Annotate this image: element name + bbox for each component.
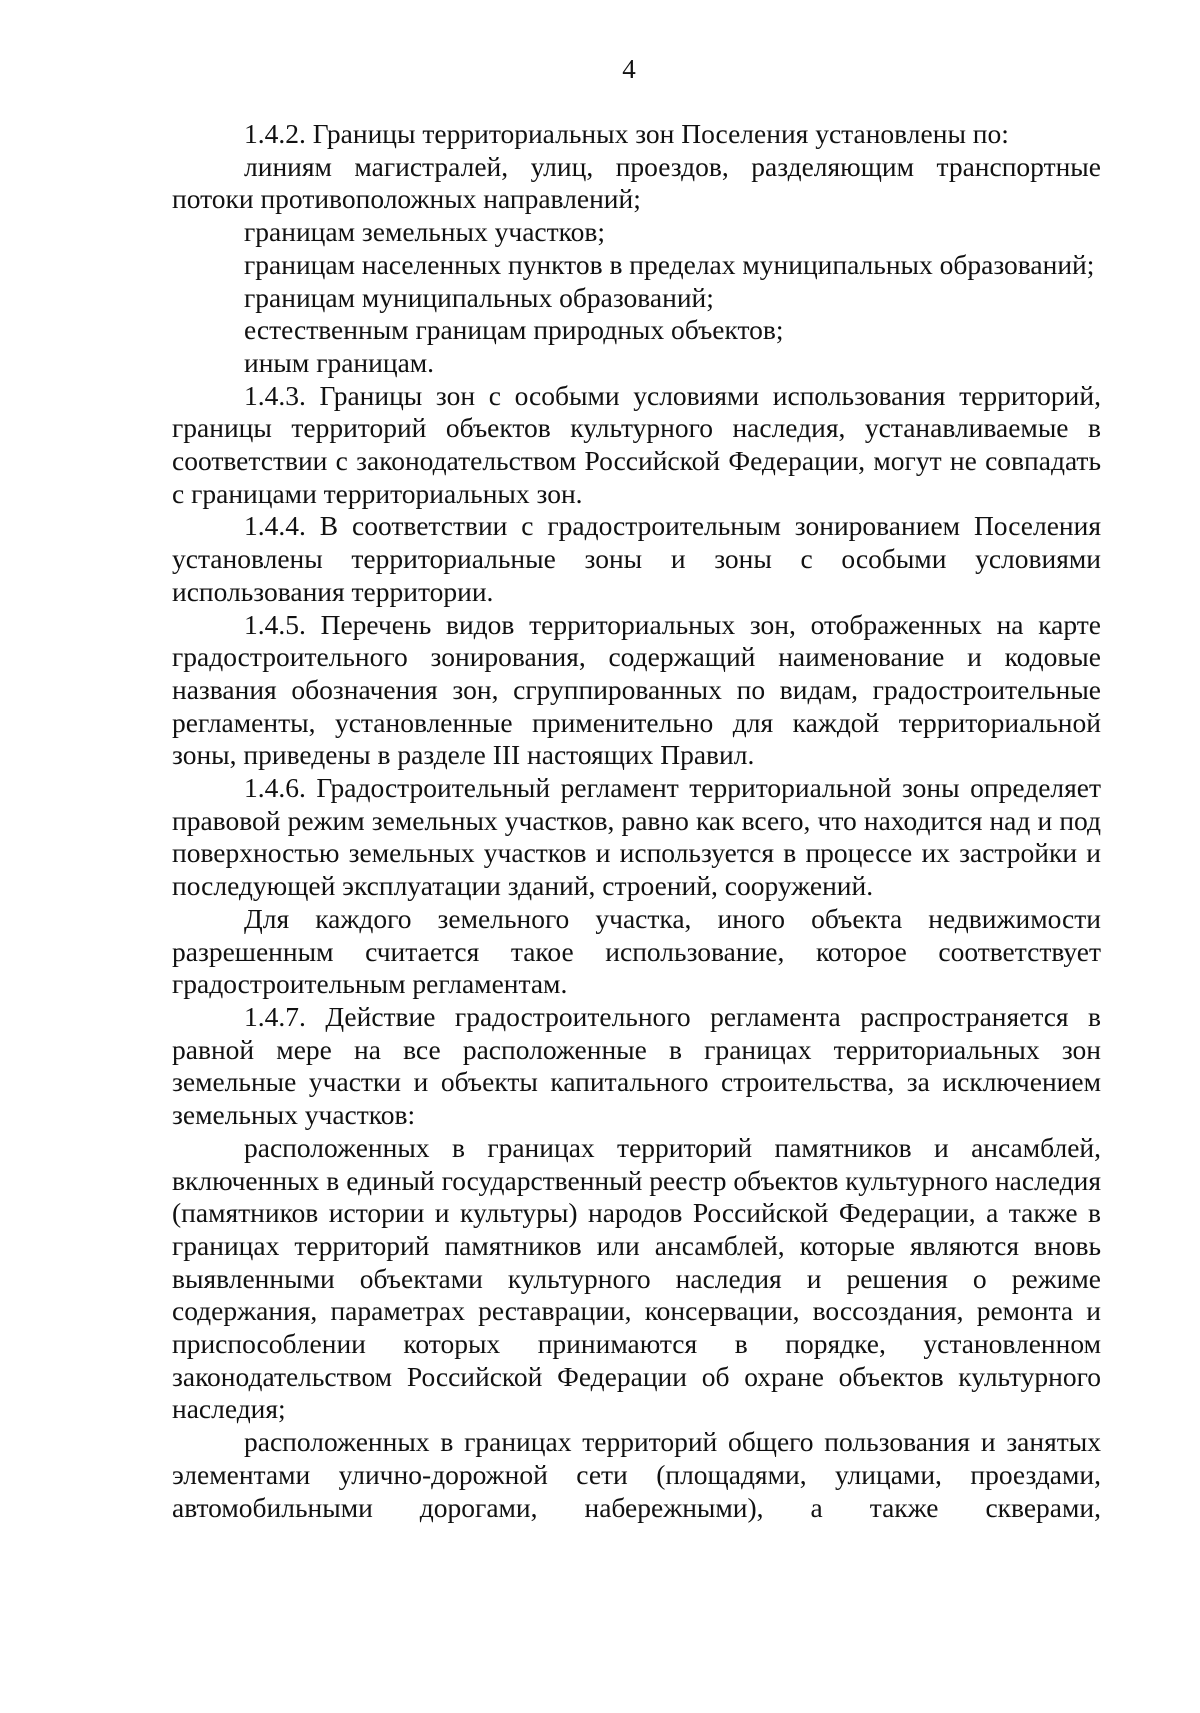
list-item-municipalities: границам муниципальных образований; [244, 281, 714, 313]
paragraph-1-4-6: 1.4.6. Градостроительный регламент территориальной зоны определяет правовой режим земельных участков, равно как всего, что находится над и под поверхностью земельных участков и используется в процессе их застройки и последующей эксплуатации зданий, строений, сооружений. [172, 772, 1101, 902]
list-item-public-territories: расположенных в границах территорий общего пользования и занятых элементами улично-дорожной сети (площадями, улицами, проездами, автомобильными дорогами, набережными), а также скверами, [172, 1426, 1101, 1523]
paragraph-permitted-use: Для каждого земельного участка, иного объекта недвижимости разрешенным считается такое использование, которое соответствует градостроительным регламентам. [172, 902, 1101, 1000]
paragraph-1-4-5: 1.4.5. Перечень видов территориальных зон, отображенных на карте градостроительного зонирования, содержащий наименование и кодовые названия обозначения зон, сгруппированных по видам, градостроительные регламенты, установленные применительно для каждой территориальной зоны, приведены в разделе III настоящих Правил. [172, 608, 1101, 771]
list-item-heritage-territories: расположенных в границах территорий памятников и ансамблей, включенных в единый государственный реестр объектов культурного наследия (памятников истории и культуры) народов Российской Федерации, а также в границах территорий памятников или ансамблей, которые являются вновь выявленными объектами культурного наследия и решения о режиме содержания, параметрах реставрации, консервации, воссоздания, ремонта и приспособлении которых принимаются в порядке, установленном законодательством Российской Федерации об охране объектов культурного наследия; [172, 1131, 1101, 1425]
list-item-highways: линиям магистралей, улиц, проездов, разделяющим транспортные потоки противоположных направлений; [172, 150, 1101, 215]
page-number: 4 [622, 54, 636, 84]
paragraph-1-4-2-heading: 1.4.2. Границы территориальных зон Поселения установлены по: [244, 118, 1009, 149]
list-item-settlements: границам населенных пунктов в пределах муниципальных образований; [244, 248, 1095, 280]
list-item-land-plots: границам земельных участков; [244, 216, 605, 248]
paragraph-1-4-4: 1.4.4. В соответствии с градостроительным зонированием Поселения установлены территориальные зоны и зоны с особыми условиями использования территории. [172, 510, 1101, 607]
list-item-other-boundaries: иным границам. [244, 346, 435, 378]
list-item-natural-boundaries: естественным границам природных объектов; [244, 314, 784, 346]
paragraph-1-4-3: 1.4.3. Границы зон с особыми условиями использования территорий, границы территорий объектов культурного наследия, устанавливаемые в соответствии с законодательством Российской Федерации, могут не совпадать с границами территориальных зон. [172, 379, 1101, 509]
paragraph-1-4-7: 1.4.7. Действие градостроительного регламента распространяется в равной мере на все расположенные в границах территориальных зон земельные участки и объекты капитального строительства, за исключением земельных участков: [172, 1000, 1101, 1131]
document-body [172, 118, 1101, 1524]
